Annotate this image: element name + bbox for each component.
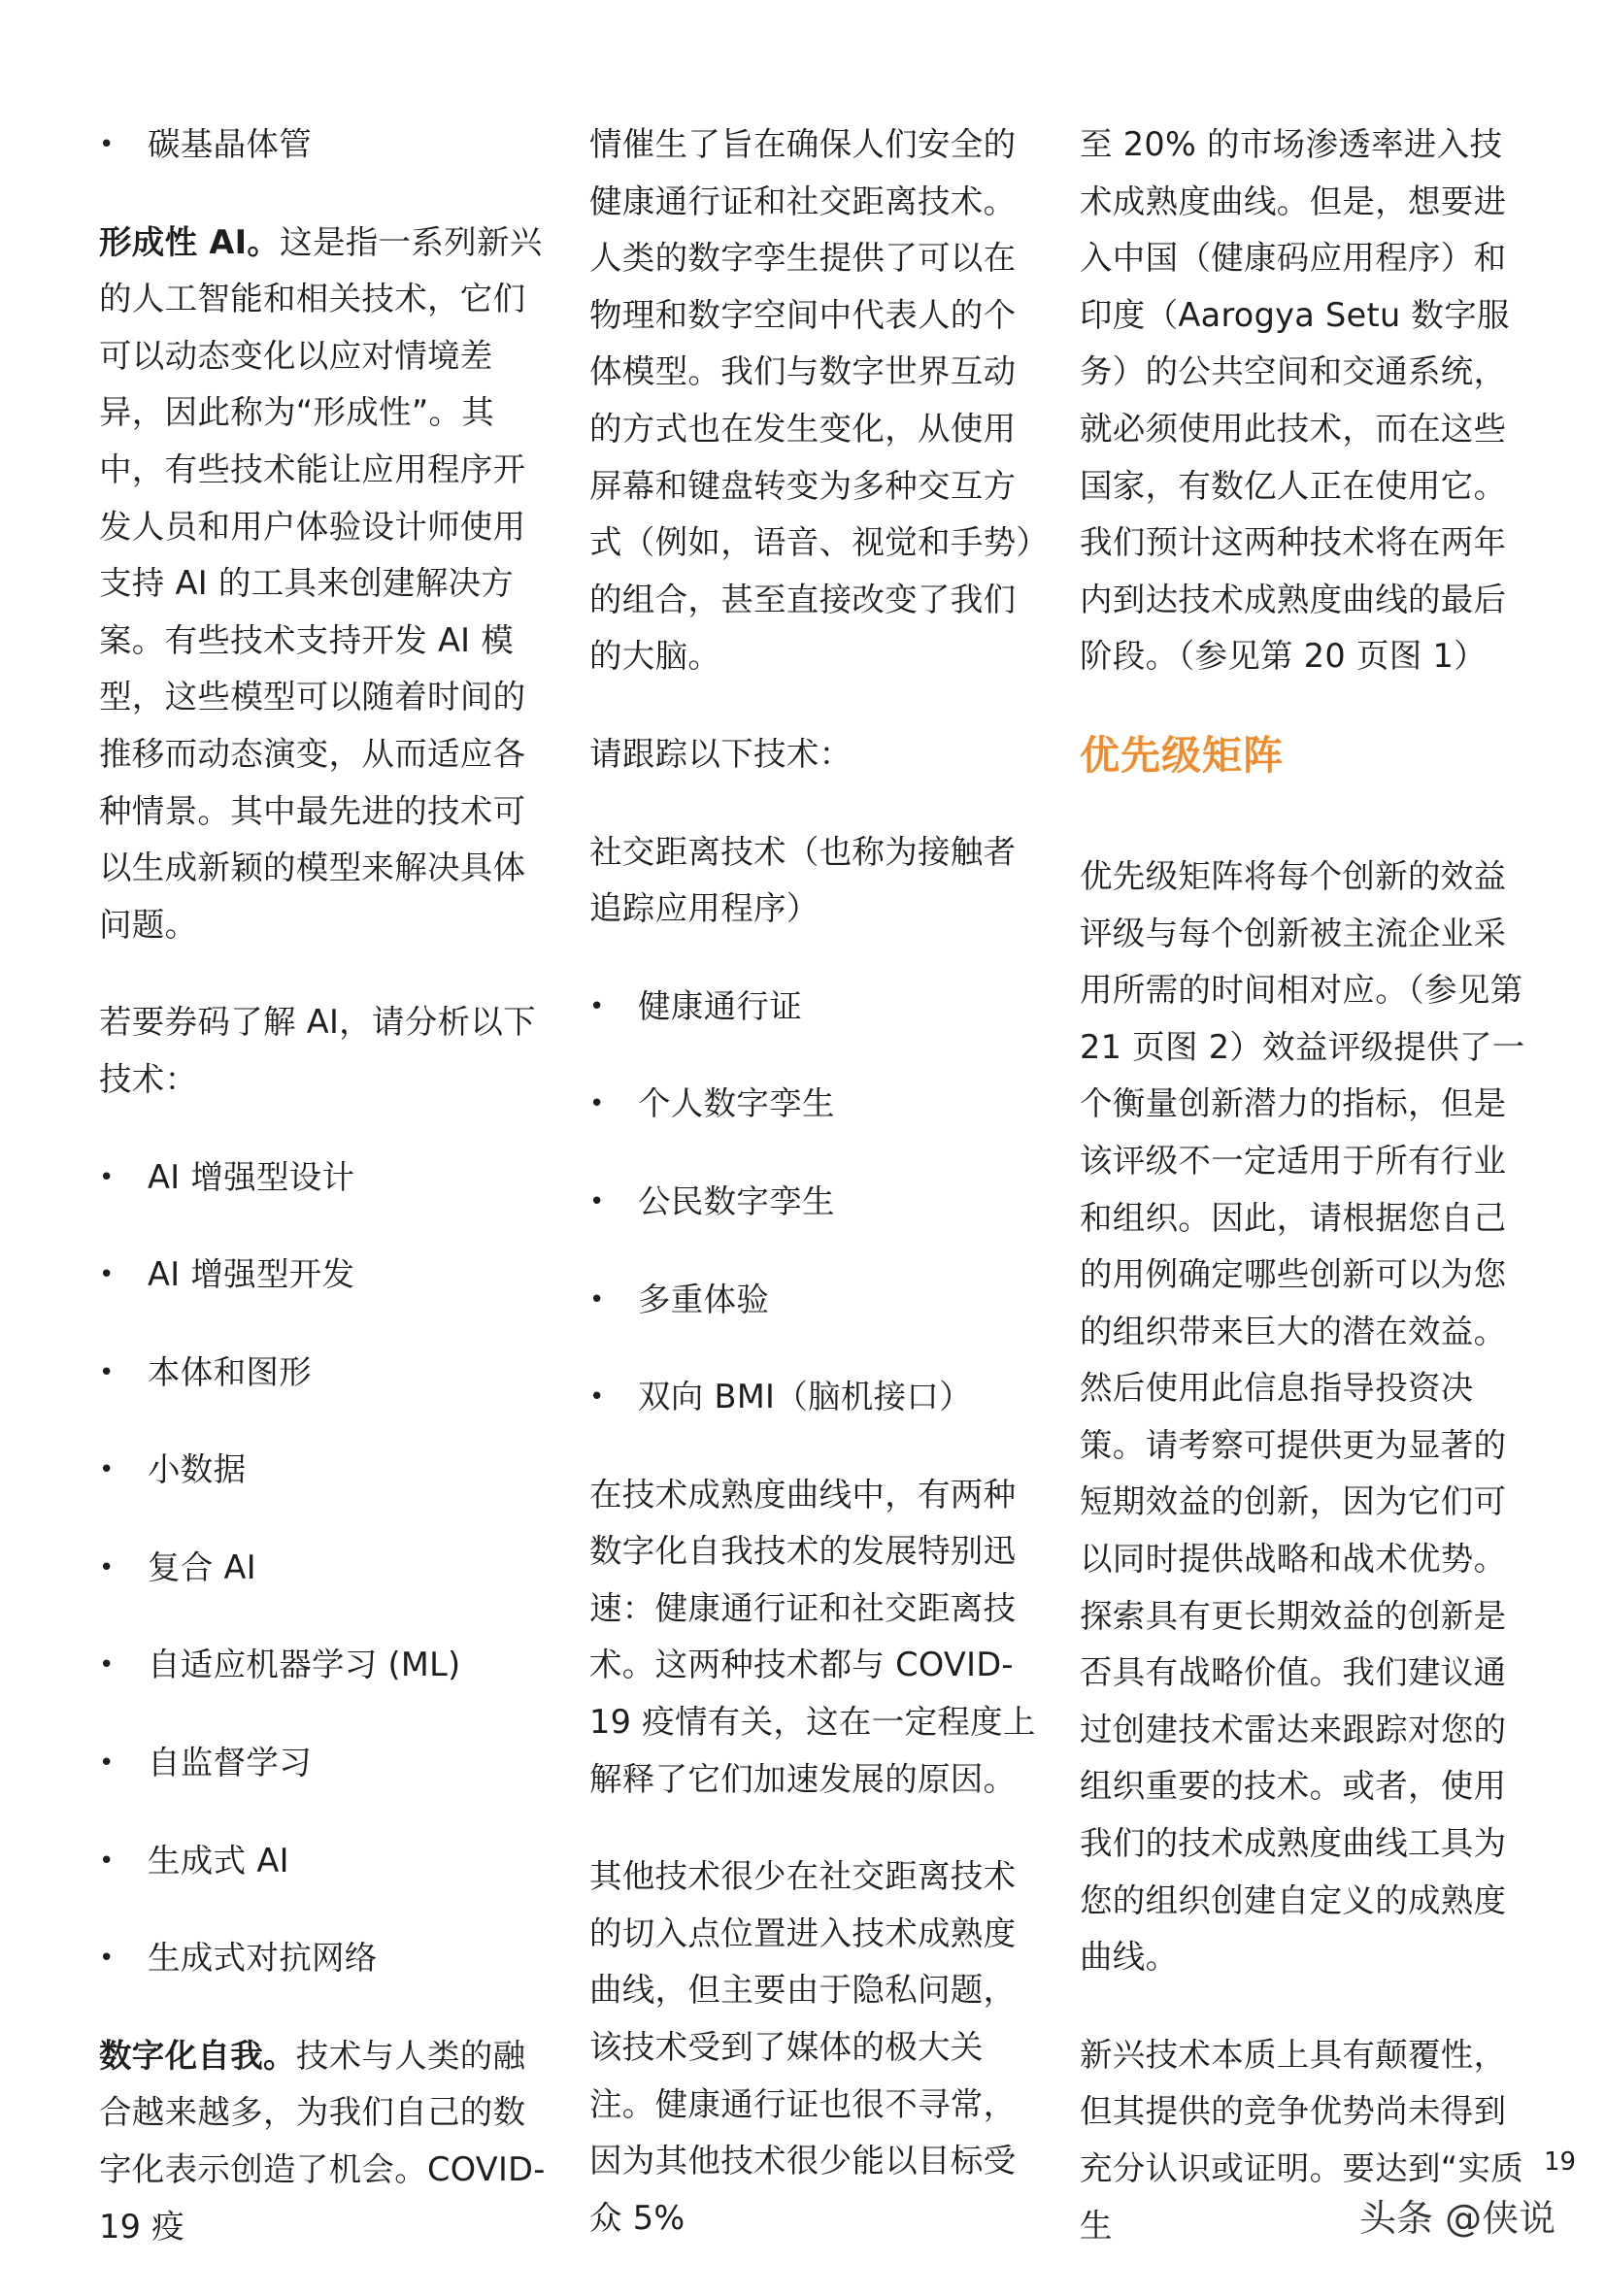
list-item-text: 自适应机器学习 (ML) (148, 1646, 461, 1684)
list-item-text: 健康通行证 (638, 986, 802, 1025)
list-item-text: 本体和图形 (148, 1352, 312, 1391)
list-item-text: AI 增强型设计 (148, 1157, 355, 1196)
list-item (99, 1247, 548, 1304)
list-item-text: 复合 AI (148, 1547, 256, 1586)
watermark: 头条 @侠说 (1359, 2197, 1556, 2240)
paragraph-text: 技术与人类的融合越来越多，为我们自己的数字化表示创造了机会。COVID-19 疫 (99, 2036, 546, 2246)
list-item (99, 1442, 548, 1499)
list-item (99, 116, 548, 174)
list-item-text: 生成式 AI (148, 1841, 289, 1880)
column-3 (1080, 116, 1528, 2295)
list-item-text: 双向 BMI（脑机接口） (638, 1378, 973, 1416)
paragraph-hype-cycle: 在技术成熟度曲线中，有两种数字化自我技术的发展特别迅速：健康通行证和社交距离技术。这两种技术都与 COVID-19 疫情有关，这在一定程度上解释了它们加速发展的原因。 (589, 1475, 1036, 1798)
list-item-text: 个人数字孪生 (638, 1084, 835, 1123)
list-item-text: 公民数字孪生 (638, 1181, 835, 1220)
section-heading: 优先级矩阵 (1080, 731, 1284, 779)
list-item-text: 自监督学习 (148, 1744, 312, 1782)
term-heading: 数字化自我。 (99, 2036, 296, 2075)
column-2 (589, 116, 1038, 2287)
list-item-text: AI 增强型开发 (148, 1255, 355, 1294)
list-item-text: 多重体验 (638, 1280, 770, 1318)
paragraph-health-pass: 情催生了旨在确保人们安全的健康通行证和社交距离技术。人类的数字孪生提供了可以在物理和数字空间中代表人的个体模型。我们与数字世界互动的方式也在发生变化，从使用屏幕和键盘转变为多种交互方式（例如，语音、视觉和手势）的组合，甚至直接改变了我们的大脑。 (589, 125, 1033, 676)
list-item (589, 1174, 1038, 1231)
list-item (99, 1345, 548, 1402)
paragraph-other-tech: 其他技术很少在社交距离技术的切入点位置进入技术成熟度曲线，但主要由于隐私问题，该技术受到了媒体的极大关注。健康通行证也很不寻常，因为其他技术很少能以目标受众 5% (589, 1857, 1017, 2237)
paragraph-formative-ai (99, 215, 548, 954)
list-item (589, 979, 1038, 1036)
list-item-text: 生成式对抗网络 (148, 1939, 378, 1978)
list-item (589, 1369, 1038, 1426)
paragraph-ai-intro: 若要券码了解 AI，请分析以下技术： (99, 1003, 536, 1098)
list-item (589, 1076, 1038, 1133)
list-item (99, 1833, 548, 1890)
paragraph-track-intro: 请跟踪以下技术： (589, 734, 853, 773)
column-1 (99, 116, 548, 2296)
list-item (99, 1540, 548, 1597)
list-item-text: 碳基晶体管 (148, 125, 312, 163)
list-item (99, 1637, 548, 1694)
list-item-text: 小数据 (148, 1450, 247, 1489)
list-item (99, 1930, 548, 1987)
list-item (589, 1272, 1038, 1329)
paragraph-disruptive: 新兴技术本质上具有颠覆性，但其提供的竞争优势尚未得到充分认识或证明。要达到“实质生 (1080, 2035, 1524, 2245)
paragraph-social-distancing: 社交距离技术（也称为接触者追踪应用程序） (589, 832, 1017, 928)
page-number: 19 (1544, 2147, 1577, 2177)
term-heading: 形成性 AI。 (99, 222, 281, 261)
paragraph-digital-self (99, 2028, 548, 2255)
paragraph-text: 这是指一系列新兴的人工智能和相关技术，它们可以动态变化以应对情境差异，因此称为“形成性”。其中，有些技术能让应用程序开发人员和用户体验设计师使用支持 AI 的工具来创建解决方案。有些技术支持开发 AI 模型，这些模型可以随着时间的推移而动态演变，从而适应各种情景。其中最先进的技术可以生成新颖的模型来解决具体问题。 (99, 222, 543, 944)
paragraph-market-penetration: 至 20% 的市场渗透率进入技术成熟度曲线。但是，想要进入中国（健康码应用程序）和印度（Aarogya Setu 数字服务）的公共空间和交通系统，就必须使用此技术，而在这些国家，有数亿人正在使用它。我们预计这两种技术将在两年内到达技术成熟度曲线的最后阶段。（参见第 20 页图 1） (1080, 125, 1510, 676)
list-item (99, 1149, 548, 1207)
list-item (99, 1735, 548, 1792)
paragraph-priority-matrix: 优先级矩阵将每个创新的效益评级与每个创新被主流企业采用所需的时间相对应。（参见第 21 页图 2）效益评级提供了一个衡量创新潜力的指标，但是该评级不一定适用于所有行业和组织。因此，请根据您自己的用例确定哪些创新可以为您的组织带来巨大的潜在效益。然后使用此信息指导投资决策。请考察可提供更为显著的短期效益的创新，因为它们可以同时提供战略和战术优势。探索具有更长期效益的创新是否具有战略价值。我们建议通过创建技术雷达来跟踪对您的组织重要的技术。或者，使用我们的技术成熟度曲线工具为您的组织创建自定义的成熟度曲线。 (1080, 856, 1525, 1977)
